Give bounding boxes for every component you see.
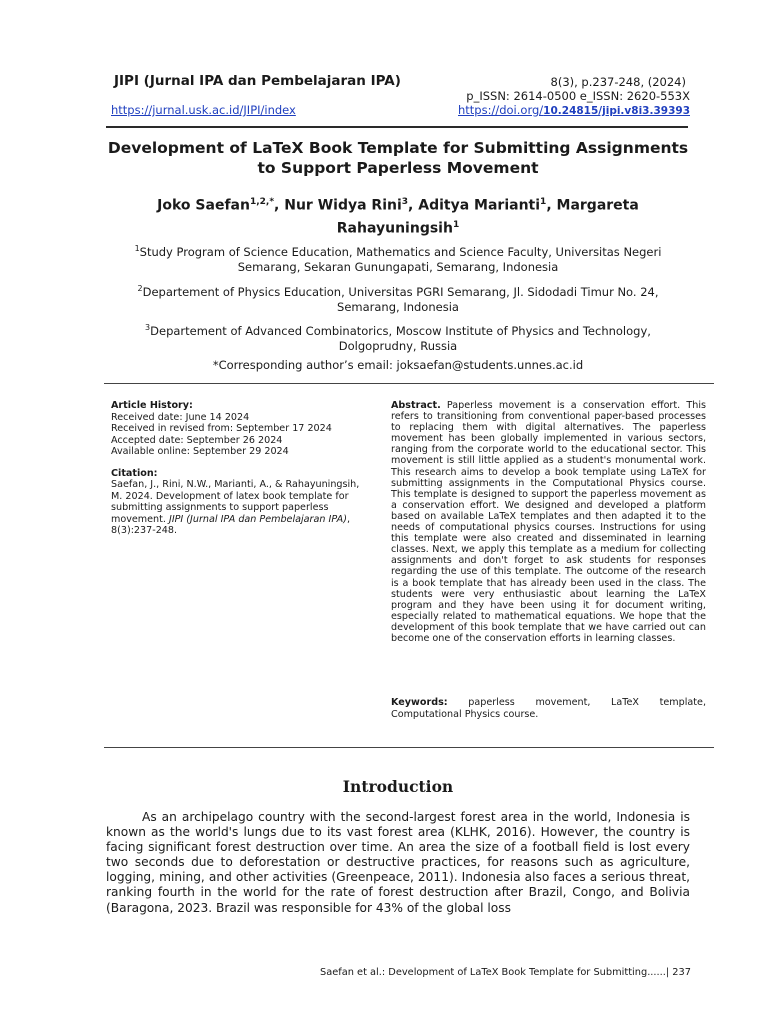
section-divider-top (104, 383, 714, 384)
doi-link[interactable] (458, 103, 690, 117)
keywords-label: Keywords: (391, 697, 448, 708)
author-name: Aditya Marianti (418, 197, 541, 214)
author-separator: , (546, 197, 557, 214)
abstract-text: Paperless movement is a conservation effort. This refers to transitioning from conventional paper-based processes to replacing them with digital alternatives. The paperless movement has been globally implemented in various sectors, ranging from the corporate world to the educational sector. This movement is still little applied as a student's monumental work. This research aims to develop a book template using LaTeX for submitting assignments in the Computational Physics course. This template is designed to support the paperless movement as a conservation effort. We designed and developed a platform based on available LaTeX templates and then adapted it to the needs of computational physics courses. Instructions for using this template were also created and disseminated in learning classes. Next, we apply this template as a medium for collecting assignments and don't forget to ask students for responses regarding the use of this template. The outcome of the research is a book template that has already been used in the class. The students were very enthusiastic about learning the LaTeX program and they have been using it for document writing, especially related to mathematical equations. We hope that the development of this book template that we have carried out can become one of the conservation efforts in learning classes. (391, 400, 706, 644)
affiliation-text: Departement of Advanced Combinatorics, Moscow Institute of Physics and Technology, Dolgoprudny, Russia (150, 323, 651, 353)
corresponding-author: *Corresponding author’s email: joksaefan@students.unnes.ac.id (212, 358, 584, 372)
author-affiliation-marker: 3 (401, 197, 409, 207)
citation-tail: , 8(3):237-248. (111, 513, 350, 536)
author-name: Margareta Rahayuningsih (336, 197, 639, 237)
author-name: Joko Saefan (157, 197, 250, 214)
citation-body: Saefan, J., Rini, N.W., Marianti, A., & Rahayuningsih, M. 2024. Development of latex book template for submitting assignments to support paperless movement. (111, 479, 360, 525)
issn-line: p_ISSN: 2614-0500 e_ISSN: 2620-553X (466, 89, 690, 103)
author-separator: , (274, 197, 285, 214)
affiliation-1 (110, 241, 686, 275)
introduction-heading: Introduction (342, 777, 454, 796)
page-footer: Saefan et al.: Development of LaTeX Book Template for Submitting......| 237 (320, 967, 691, 978)
keywords-text: paperless movement, LaTeX template, Computational Physics course. (391, 697, 706, 720)
citation-heading: Citation: (111, 467, 158, 479)
keywords-block (391, 697, 706, 721)
affiliation-3 (110, 320, 686, 354)
author-name: Nur Widya Rini (284, 197, 402, 214)
affiliation-2 (110, 281, 686, 315)
section-divider-bottom (104, 747, 714, 748)
article-history-heading: Article History: (111, 400, 193, 411)
accepted-date: Accepted date: September 26 2024 (111, 434, 283, 446)
author-affiliation-marker: 1,2,* (249, 197, 275, 207)
journal-title: JIPI (Jurnal IPA dan Pembelajaran IPA) (114, 73, 401, 89)
header-divider (106, 126, 688, 128)
affiliation-text: Departement of Physics Education, Universitas PGRI Semarang, Jl. Sidodadi Timur No. 24, Semarang, Indonesia (142, 284, 659, 314)
introduction-paragraph: As an archipelago country with the second-largest forest area in the world, Indonesia is known as the world's lungs due to its vast forest area (KLHK, 2016). However, the country is facing significant forest destruction over time. An area the size of a football field is lost every two seconds due to deforestation or destructive practices, for reasons such as agriculture, logging, mining, and other activities (Greenpeace, 2011). Indonesia also faces a serious threat, ranking fourth in the world for the rate of forest destruction after Brazil, Congo, and Bolivia (Baragona, 2023. Brazil was responsible for 43% of the global loss (106, 810, 690, 915)
author-affiliation-marker: 1 (540, 197, 547, 207)
journal-url-link[interactable]: https://jurnal.usk.ac.id/JIPI/index (111, 103, 296, 117)
author-separator: , (408, 197, 419, 214)
volume-pages: 8(3), p.237-248, (2024) (550, 75, 686, 89)
affiliation-marker: 3 (145, 323, 151, 332)
affiliation-marker: 1 (134, 244, 140, 253)
affiliation-text: Study Program of Science Education, Mathematics and Science Faculty, Universitas Negeri Semarang, Sekaran Gunungapati, Semarang, Indonesia (139, 244, 662, 274)
paper-title: Development of LaTeX Book Template for Submitting Assignments to Support Paperless Movement (107, 139, 689, 177)
citation-text (111, 479, 373, 537)
citation-journal: JIPI (Jurnal IPA dan Pembelajaran IPA) (168, 513, 347, 525)
author-list (100, 193, 696, 238)
affiliation-marker: 2 (137, 284, 143, 293)
abstract-block (391, 400, 706, 644)
revised-date: Received in revised from: September 17 2024 (111, 423, 332, 434)
abstract-label: Abstract. (391, 400, 441, 411)
doi-prefix: https://doi.org/ (458, 103, 544, 117)
article-info-column (111, 400, 373, 537)
received-date: Received date: June 14 2024 (111, 411, 250, 423)
online-date: Available online: September 29 2024 (111, 446, 289, 457)
doi-id: 10.24815/jipi.v8i3.39393 (543, 105, 690, 117)
author-affiliation-marker: 1 (452, 219, 460, 230)
